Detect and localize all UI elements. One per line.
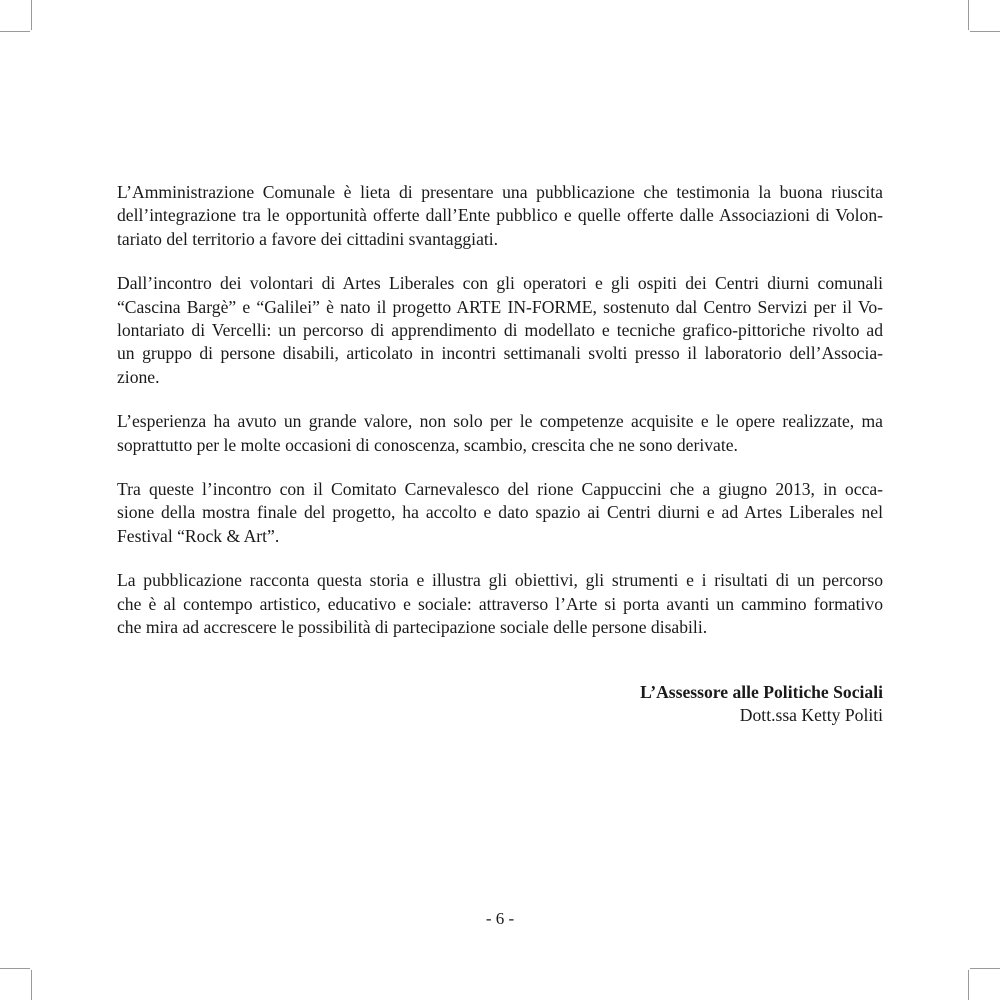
text-line: Festival “Rock & Art”.	[117, 525, 280, 546]
crop-mark-left-bottom	[0, 968, 30, 969]
text-line: tariato del territorio a favore dei cittadini svantaggiati.	[117, 228, 499, 249]
text-line: Tra queste l’incontro con il Comitato Carnevalesco del rione Cappuccini che a giugno 2013, in occa-	[117, 479, 883, 500]
text-line: “Cascina Bargè” e “Galilei” è nato il progetto ARTE IN-FORME, sostenuto dal Centro Servizi per il Vo-	[117, 296, 883, 317]
text-line: soprattutto per le molte occasioni di conoscenza, scambio, crescita che ne sono derivate.	[117, 434, 738, 455]
text-line: un gruppo di persone disabili, articolato in incontri settimanali svolti presso il laboratorio dell’Associa-	[117, 343, 883, 364]
crop-mark-right-bottom	[970, 968, 1000, 969]
text-line: L’esperienza ha avuto un grande valore, non solo per le competenze acquisite e le opere realizzate, ma	[117, 411, 883, 432]
text-line: zione.	[117, 366, 160, 387]
crop-mark-right-top	[970, 31, 1000, 32]
page-number: - 6 -	[485, 909, 515, 928]
text-line: dell’integrazione tra le opportunità offerte dall’Ente pubblico e quelle offerte dalle Associazioni di Volon-	[117, 205, 883, 226]
text-line: che è al contempo artistico, educativo e sociale: attraverso l’Arte si porta avanti un cammino formativo	[117, 593, 883, 614]
crop-mark-bottom-right	[968, 970, 969, 1000]
text-line: sione della mostra finale del progetto, ha accolto e dato spazio ai Centri diurni e ad Artes Liberales nel	[117, 502, 883, 523]
crop-mark-left-top	[0, 31, 30, 32]
paragraph	[117, 272, 883, 389]
paragraph	[117, 181, 883, 251]
paragraph	[117, 569, 883, 639]
text-line: lontariato di Vercelli: un percorso di apprendimento di modellato e tecniche grafico-pittoriche rivolto ad	[117, 320, 883, 341]
text-line: L’Amministrazione Comunale è lieta di presentare una pubblicazione che testimonia la buona riuscita	[117, 182, 883, 202]
text-line: Dall’incontro dei volontari di Artes Liberales con gli operatori e gli ospiti dei Centri diurni comunali	[117, 273, 883, 294]
crop-mark-top-left	[31, 0, 32, 30]
body-text	[117, 181, 883, 661]
signature-role: L’Assessore alle Politiche Sociali	[640, 682, 883, 702]
paragraph	[117, 478, 883, 548]
paragraph	[117, 410, 883, 457]
crop-mark-top-right	[968, 0, 969, 30]
text-line: che mira ad accrescere le possibilità di partecipazione sociale delle persone disabili.	[117, 617, 708, 638]
signature-name: Dott.ssa Ketty Politi	[739, 705, 883, 725]
text-line: La pubblicazione racconta questa storia e illustra gli obiettivi, gli strumenti e i risultati di un percorso	[117, 570, 883, 591]
signature-block	[640, 681, 883, 727]
crop-mark-bottom-left	[31, 970, 32, 1000]
